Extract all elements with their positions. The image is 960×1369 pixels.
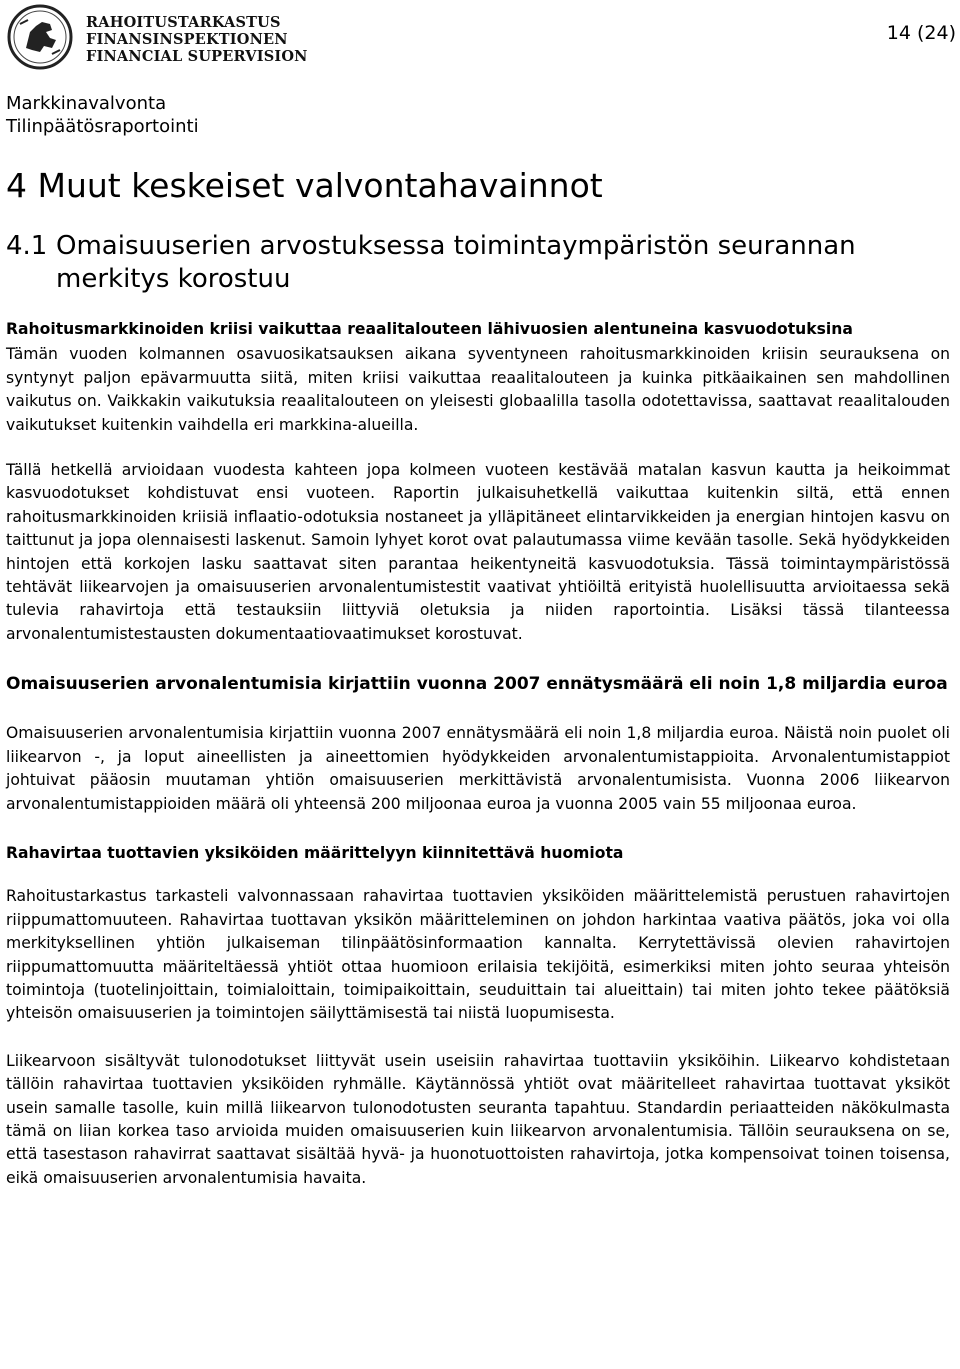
lion-seal-icon [6, 4, 74, 70]
paragraph-growth-outlook: Tällä hetkellä arvioidaan vuodesta kahteen jopa kolmeen vuoteen kestävää matalan kasvun kautta ja heikoimmat kasvuodotukset kohdistuvat ensi vuoteen. Raportin julkaisuhetkellä vaikuttaa kuitenkin siltä, että ennen rahoitusmarkkinoiden kriisiä inflaatio-odotuksia nostaneet ja ylläpitäneet elintarvikkeiden ja energian hintojen kasvu on taittunut ja jopa olennaisesti laskenut. Samoin lyhyet korot ovat palautumassa viime kevään tasolle. Sekä hyödykkeiden hintojen että korkojen lasku saattavat siten parantaa heikentyneitä kasvuodotuksia. Tässä toimintaympäristössä tehtävät liikearvojen ja omaisuuserien arvonalentumistestit vaativat yhtiöiltä erityistä huolellisuutta arvioitaessa sekä tulevia rahavirtoja että testauksiin liittyviä oletuksia ja niiden raportointia. Lisäksi tässä tilanteessa arvonalentumistestausten dokumentaatiovaatimukset korostuvat. [6, 461, 950, 643]
paragraph-impairments: Omaisuuserien arvonalentumisia kirjattiin vuonna 2007 ennätysmäärä eli noin 1,8 miljardia euroa. Näistä noin puolet oli liikearvon -, ja loput aineellisten ja aineettomien hyödykkeiden arvonalentumistappioita. Arvonalentumistappiot johtuivat pääosin muutaman yhtiön omaisuuserien merkittävistä arvonalentumisista. Vuonna 2006 liikearvon arvonalentumistappioiden määrä oli yhteensä 200 miljoonaa euroa ja vuonna 2005 vain 55 miljoonaa euroa. [6, 724, 950, 813]
logo-line-3: FINANCIAL SUPERVISION [86, 48, 308, 65]
logo-line-1: RAHOITUSTARKASTUS [86, 14, 281, 31]
paragraph-goodwill-allocation: Liikearvoon sisältyvät tulonodotukset liittyvät usein useisiin rahavirtaa tuottaviin yksiköihin. Liikearvo kohdistetaan tällöin rahavirtaa tuottavien yksiköiden ryhmälle. Käytännössä yhtiöt ovat määritelleet rahavirtaa tuottavat yksiköt usein samalle tasolle, kuin millä liikearvon tulonodotusten seuranta tapahtuu. Standardin periaatteiden näkökulmasta tämä on liian korkea taso arvioida muiden omaisuuserien kuin liikearvon arvonalentumisia. Tällöin seurauksena on se, että tasestason rahavirrat saattavat sisältää hyvä- ja huonotuottoisten rahavirtoja, jotka kompensoivat toinen toisensa, eikä omaisuuserien arvonalentumisia havaita. [6, 1051, 950, 1187]
document-meta [6, 92, 199, 138]
subsection-title-line2: merkitys korostuu [56, 264, 291, 294]
financial-supervision-logo [6, 4, 308, 70]
department-label: Markkinavalvonta [6, 93, 167, 114]
topic-label: Tilinpäätösraportointi [6, 116, 199, 137]
paragraph-cgu-definition: Rahoitustarkastus tarkasteli valvonnassaan rahavirtaa tuottavien yksiköiden määrittelemistä perustuen rahavirtojen riippumattomuuteen. Rahavirtaa tuottavan yksikön määritteleminen on johdon harkintaa vaativa päätös, joka voi olla merkityksellinen yhtiön julkaiseman tilinpäätösinformaation kannalta. Kerrytettävissä olevien rahavirtojen riippumattomuutta määriteltäessä yhtiöt ottaa huomioon erilaisia tekijöitä, esimerkiksi miten johto seuraa yhteisön toimintoja (tuotelinjoittain, toimialoittain, toimipaikoittain, seuduittain tai alueittain) tai miten johto tekee päätöksiä yhteisön omaisuuserien ja toimintojen säilyttämisestä tai niistä luopumisesta. [6, 887, 950, 1023]
body-content [6, 318, 950, 1190]
section-heading: 4 Muut keskeiset valvontahavainnot [6, 166, 603, 205]
subheading-crisis: Rahoitusmarkkinoiden kriisi vaikuttaa reaalitalouteen lähivuosien alentuneina kasvuodotuksina [6, 320, 853, 338]
subheading-impairments-2007: Omaisuuserien arvonalentumisia kirjattiin vuonna 2007 ennätysmäärä eli noin 1,8 miljardia euroa [6, 674, 948, 695]
paragraph-crisis-impact: Tämän vuoden kolmannen osavuosikatsauksen aikana syventyneen rahoitusmarkkinoiden kriisin seurauksena on syntynyt paljon epävarmuutta siitä, miten kriisi vaikuttaa reaalitalouteen ja kuinka pitkäaikainen sen mahdollinen vaikutus on. Vaikkakin vaikutuksia reaalitalouteen on yleisesti globaalilla tasolla odotettavissa, saattavat reaalitalouden vaikutukset kuitenkin vaihdella eri markkina-alueilla. [6, 345, 950, 434]
logo-line-2: FINANSINSPEKTIONEN [86, 31, 288, 48]
page-number: 14 (24) [886, 22, 956, 44]
subsection-number: 4.1 [6, 231, 48, 261]
subsection-title-line1: Omaisuuserien arvostuksessa toimintaympäristön seurannan [56, 231, 856, 261]
subheading-cash-generating-units: Rahavirtaa tuottavien yksiköiden määrittelyyn kiinnitettävä huomiota [6, 843, 624, 862]
subsection-heading [6, 230, 946, 296]
